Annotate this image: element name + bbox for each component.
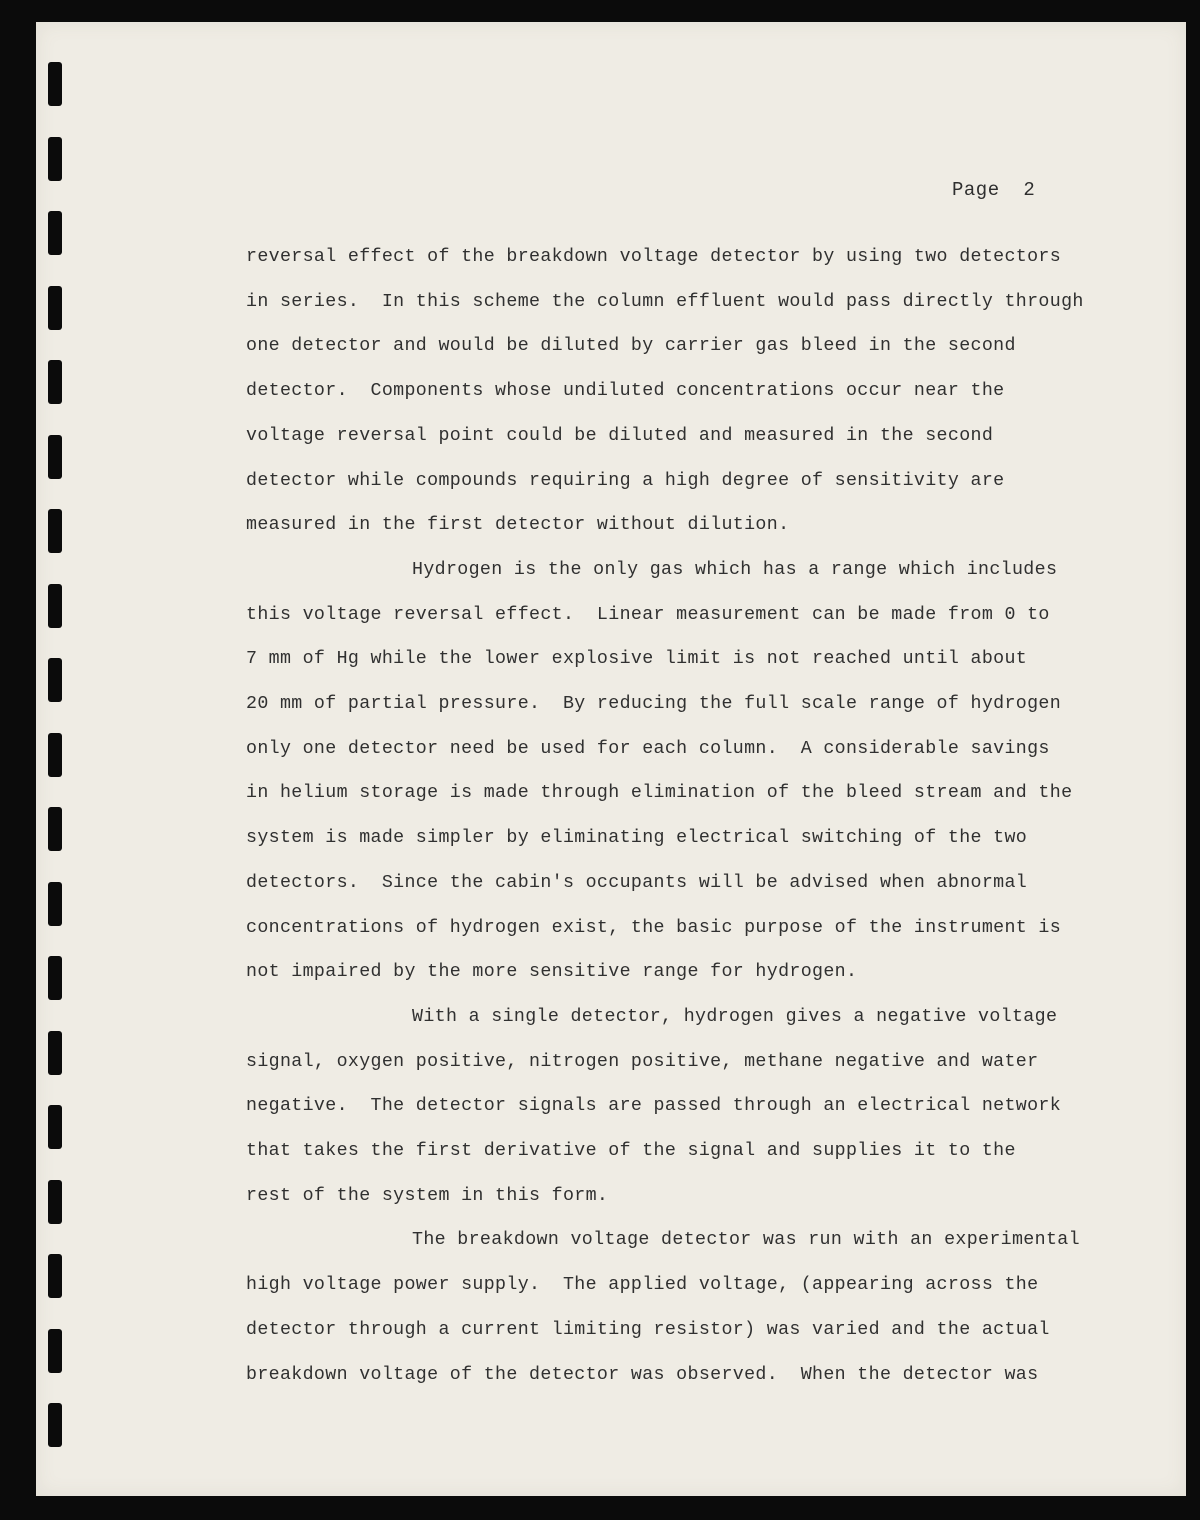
text-line: in helium storage is made through elimination of the bleed stream and the — [246, 783, 1073, 804]
text-line: detector while compounds requiring a high degree of sensitivity are — [246, 470, 1005, 491]
text-line: detectors. Since the cabin's occupants will be advised when abnormal — [246, 872, 1028, 893]
text-line: detector. Components whose undiluted concentrations occur near the — [246, 381, 1005, 402]
binding-hole — [48, 286, 62, 330]
binding-hole — [48, 882, 62, 926]
text-line: rest of the system in this form. — [246, 1185, 609, 1206]
text-line: that takes the first derivative of the signal and supplies it to the — [246, 1141, 1016, 1161]
binding-hole — [48, 1180, 62, 1224]
text-line: in series. In this scheme the column effluent would pass directly through — [246, 291, 1084, 312]
text-line: With a single detector, hydrogen gives a negative voltage — [412, 1006, 1058, 1027]
text-line: negative. The detector signals are passed through an electrical network — [246, 1096, 1062, 1117]
text-line: system is made simpler by eliminating electrical switching of the two — [246, 828, 1028, 849]
binding-hole — [48, 584, 62, 628]
text-line: measured in the first detector without dilution. — [246, 515, 790, 536]
binding-hole — [48, 1105, 62, 1149]
text-line: concentrations of hydrogen exist, the basic purpose of the instrument is — [246, 917, 1062, 938]
text-line: 7 mm of Hg while the lower explosive limit is not reached until about — [246, 649, 1028, 670]
text-line: detector through a current limiting resistor) was varied and the actual — [246, 1319, 1050, 1340]
binding-hole — [48, 62, 62, 106]
document-page — [36, 22, 1186, 1496]
text-line: not impaired by the more sensitive range for hydrogen. — [246, 962, 858, 983]
binding-hole — [48, 211, 62, 255]
text-line: voltage reversal point could be diluted and measured in the second — [246, 425, 994, 446]
page-number: Page 2 — [952, 179, 1036, 201]
binding-hole — [48, 1329, 62, 1373]
binding-hole — [48, 807, 62, 851]
binding-hole — [48, 137, 62, 181]
text-line: reversal effect of the breakdown voltage detector by using two detectors — [246, 247, 1062, 267]
binding-hole — [48, 509, 62, 553]
binding-hole — [48, 658, 62, 702]
binding-hole — [48, 1254, 62, 1298]
text-line: Hydrogen is the only gas which has a range which includes — [412, 559, 1058, 580]
binding-hole — [48, 733, 62, 777]
text-line: this voltage reversal effect. Linear measurement can be made from 0 to — [246, 604, 1050, 625]
binding-hole — [48, 435, 62, 479]
text-line: high voltage power supply. The applied voltage, (appearing across the — [246, 1275, 1039, 1296]
text-line: only one detector need be used for each column. A considerable savings — [246, 738, 1050, 759]
binding-hole — [48, 360, 62, 404]
text-line: 20 mm of partial pressure. By reducing the full scale range of hydrogen — [246, 694, 1062, 714]
text-line: one detector and would be diluted by carrier gas bleed in the second — [246, 336, 1016, 357]
text-line: The breakdown voltage detector was run with an experimental — [412, 1230, 1080, 1251]
binding-hole — [48, 1031, 62, 1075]
binding-hole — [48, 956, 62, 1000]
text-line: breakdown voltage of the detector was observed. When the detector was — [246, 1364, 1039, 1385]
text-line: signal, oxygen positive, nitrogen positive, methane negative and water — [246, 1051, 1039, 1072]
binding-hole — [48, 1403, 62, 1447]
